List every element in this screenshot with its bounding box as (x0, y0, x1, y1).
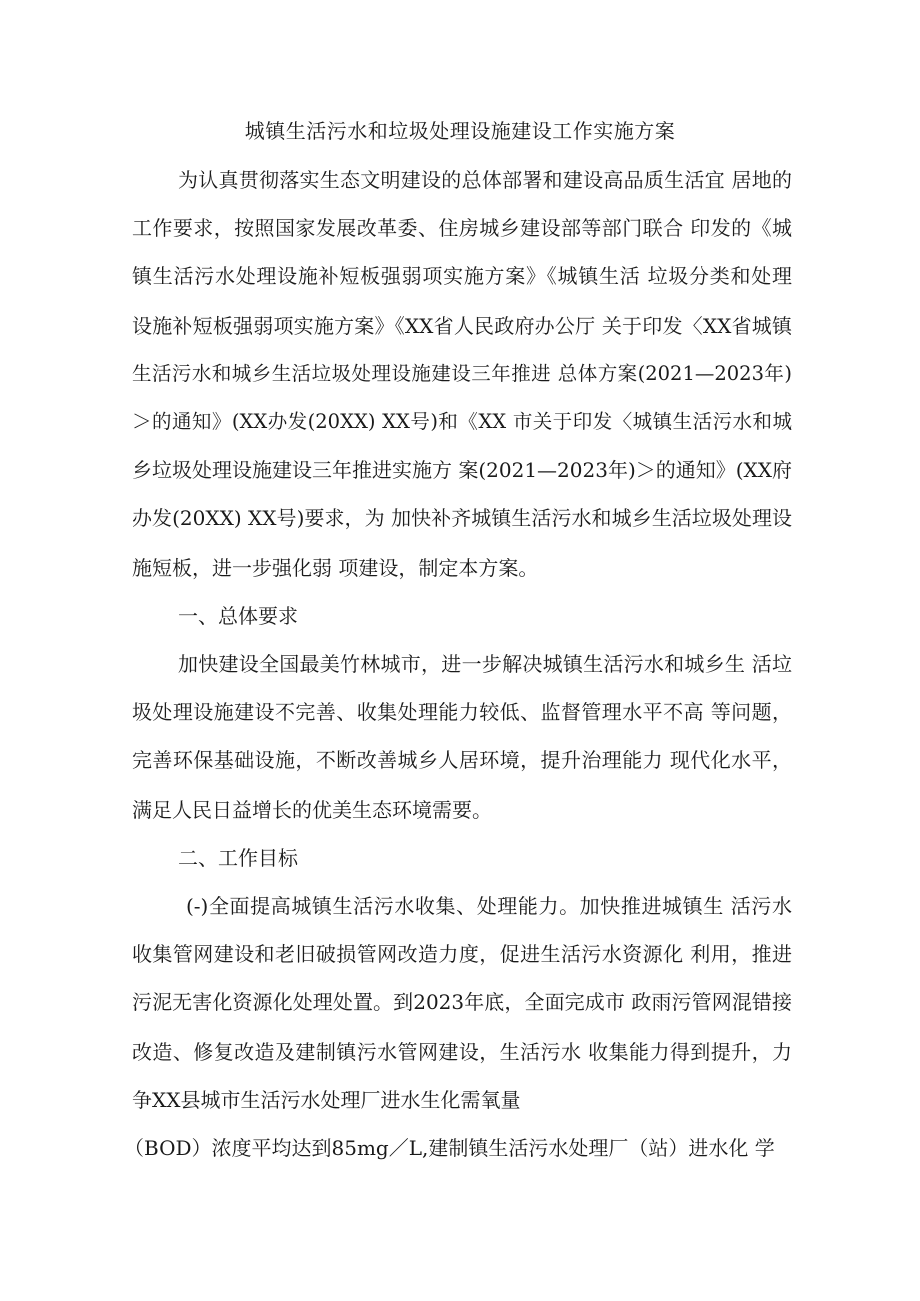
intro-line-3: 镇生活污水处理设施补短板强弱项实施方案》《城镇生活 垃圾分类和处理 (132, 264, 792, 288)
intro-line-9: 施短板，进一步强化弱 项建设，制定本方案。 (132, 556, 539, 580)
section2-line-4: 改造、修复改造及建制镇污水管网建设，生活污水 收集能力得到提升，力 (132, 1040, 792, 1064)
section2-line-6: （BOD）浓度平均达到85mg／L,建制镇生活污水处理厂（站）进水化 学 (124, 1136, 775, 1160)
intro-line-8: 办发(20XX) XX号)要求，为 加快补齐城镇生活污水和城乡生活垃圾处理设 (132, 506, 792, 530)
intro-line-5: 生活污水和城乡生活垃圾处理设施建设三年推进 总体方案(2021—2023年) (132, 362, 792, 385)
section1-line-3: 完善环保基础设施，不断改善城乡人居环境，提升治理能力 现代化水平， (132, 748, 792, 772)
section2-heading: 二、工作目标 (178, 846, 298, 870)
section2-line-2: 收集管网建设和老旧破损管网改造力度，促进生活污水资源化 利用，推进 (132, 942, 792, 966)
intro-line-4: 设施补短板强弱项实施方案》《XX省人民政府办公厅 关于印发〈XX省城镇 (132, 314, 792, 338)
section1-line-1: 加快建设全国最美竹林城市，进一步解决城镇生活污水和城乡生 活垃 (178, 652, 792, 676)
section1-line-2: 圾处理设施建设不完善、收集处理能力较低、监督管理水平不高 等问题， (132, 700, 792, 724)
intro-line-6: ＞的通知》(XX办发(20XX) XX号)和《XX 市关于印发〈城镇生活污水和城 (132, 410, 792, 433)
intro-line-1: 为认真贯彻落实生态文明建设的总体部署和建设高品质生活宜 居地的 (178, 168, 792, 192)
intro-line-2: 工作要求，按照国家发展改革委、住房城乡建设部等部门联合 印发的《城 (132, 216, 792, 240)
intro-line-7: 乡垃圾处理设施建设三年推进实施方 案(2021—2023年)＞的通知》(XX府 (132, 458, 793, 482)
section2-line-1: (-)全面提高城镇生活污水收集、处理能力。加快推进城镇生 活污水 (186, 894, 792, 918)
document-title: 城镇生活污水和垃圾处理设施建设工作实施方案 (244, 119, 676, 143)
section1-heading: 一、总体要求 (178, 604, 298, 628)
section2-line-3: 污泥无害化资源化处理处置。到2023年底，全面完成市 政雨污管网混错接 (132, 990, 792, 1014)
section2-line-5: 争XX县城市生活污水处理厂进水生化需氧量 (132, 1088, 521, 1112)
section1-line-4: 满足人民日益增长的优美生态环境需要。 (132, 798, 492, 822)
